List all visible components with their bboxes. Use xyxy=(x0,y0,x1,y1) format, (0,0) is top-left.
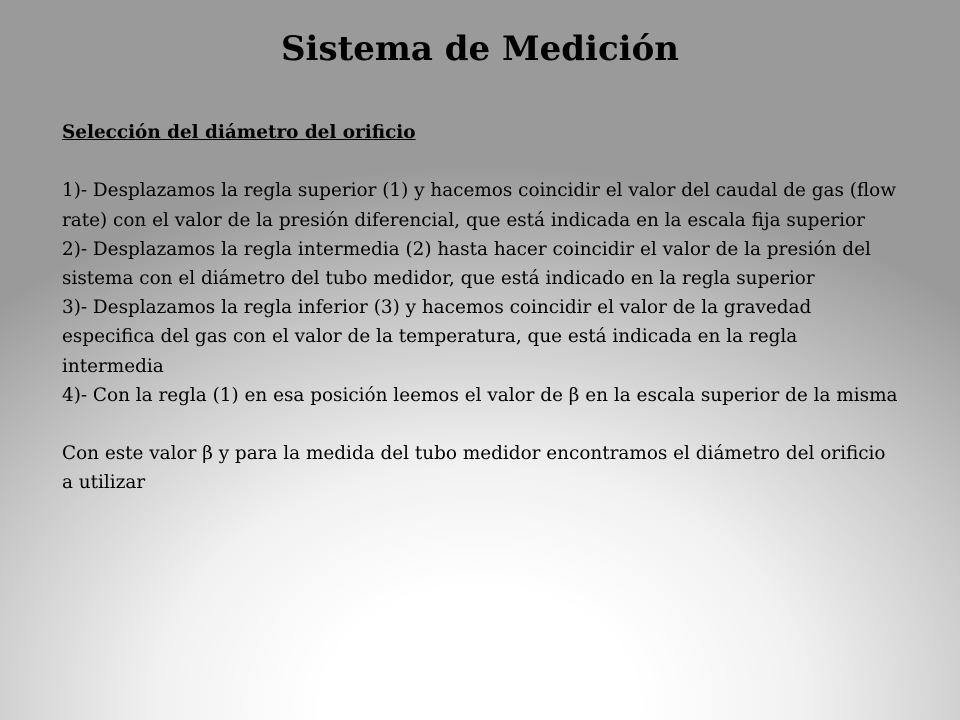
step-1: 1)- Desplazamos la regla superior (1) y hacemos coincidir el valor del caudal de gas (flow rate) con el valor de la presión diferencial, que está indicada en la escala fija superior xyxy=(62,180,896,231)
step-4: 4)- Con la regla (1) en esa posición leemos el valor de β en la escala superior de la misma xyxy=(62,384,898,406)
step-3: 3)- Desplazamos la regla inferior (3) y hacemos coincidir el valor de la gravedad especifica del gas con el valor de la temperatura, que está indicada en la regla intermedia xyxy=(62,297,812,377)
conclusion-text: Con este valor β y para la medida del tubo medidor encontramos el diámetro del orificio a utilizar xyxy=(62,443,886,494)
spacer xyxy=(62,410,902,439)
step-2: 2)- Desplazamos la regla intermedia (2) hasta hacer coincidir el valor de la presión del sistema con el diámetro del tubo medidor, que está indicado en la regla superior xyxy=(62,238,871,289)
slide-title: Sistema de Medición xyxy=(280,29,679,69)
section-subtitle: Selección del diámetro del orificio xyxy=(62,122,416,143)
spacer xyxy=(62,147,902,176)
slide-body xyxy=(62,118,902,498)
